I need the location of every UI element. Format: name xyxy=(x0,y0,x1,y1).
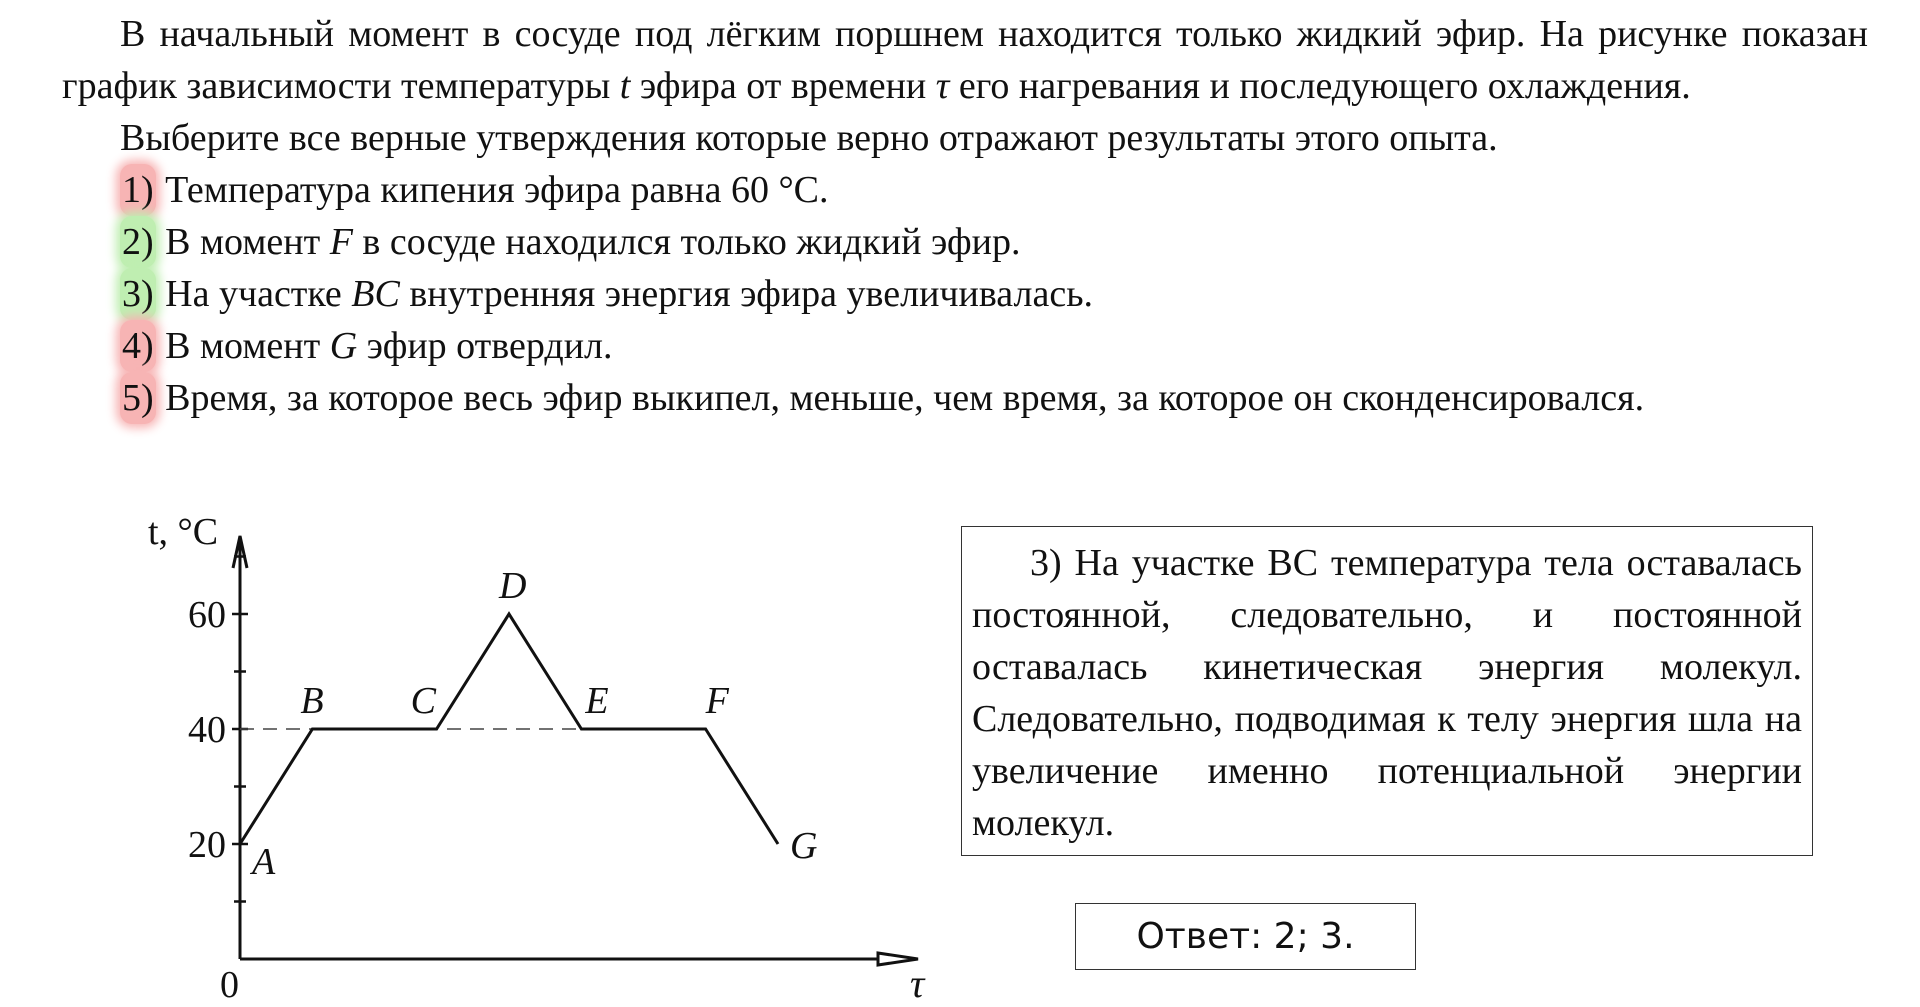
option-1: 1) Температура кипения эфира равна 60 °C. xyxy=(62,164,1868,216)
solution-box: 3) На участке BC температура тела оставалась постоянной, следовательно, и постоянной оставалась кинетическая энергия молекул. Следовательно, подводимая к телу энергия шла на увеличение именно потенциальной энергии молекул. xyxy=(961,526,1813,856)
option-number-wrong: 1) xyxy=(120,164,156,216)
point-label-f: F xyxy=(705,680,729,722)
temperature-time-graph xyxy=(120,500,940,1007)
option-3: 3) На участке BC внутренняя энергия эфира увеличивалась. xyxy=(62,268,1868,320)
answer-box: Ответ: 2; 3. xyxy=(1075,903,1416,970)
problem-text xyxy=(62,8,1868,424)
point-label-c: C xyxy=(410,680,436,722)
y-tick-label: 40 xyxy=(188,709,226,751)
problem-intro: В начальный момент в сосуде под лёгким поршнем находится только жидкий эфир. На рисунке показан график зависимости температуры t эфира от времени τ его нагревания и последующего охлаждения. xyxy=(62,13,1868,107)
point-label-a: A xyxy=(252,841,276,883)
option-4: 4) В момент G эфир отвердил. xyxy=(62,320,1868,372)
option-number-right: 3) xyxy=(120,268,156,320)
x-axis-label: τ xyxy=(910,961,925,1006)
y-tick-label: 60 xyxy=(188,594,226,636)
question: Выберите все верные утверждения которые верно отражают результаты этого опыта. xyxy=(120,117,1498,159)
option-5: 5) Время, за которое весь эфир выкипел, меньше, чем время, за которое он сконденсировался. xyxy=(62,372,1868,424)
option-number-right: 2) xyxy=(120,216,156,268)
var-tau: τ xyxy=(935,65,950,107)
origin-label: 0 xyxy=(220,964,239,1006)
option-number-wrong: 4) xyxy=(120,320,156,372)
y-axis-label: t, °C xyxy=(148,511,219,553)
temperature-curve xyxy=(240,614,778,844)
point-label-b: B xyxy=(300,680,324,722)
chart-svg xyxy=(120,500,940,1007)
option-2: 2) В момент F в сосуде находился только жидкий эфир. xyxy=(62,216,1868,268)
point-label-e: E xyxy=(585,680,609,722)
point-label-d: D xyxy=(499,565,527,607)
y-tick-label: 20 xyxy=(188,824,226,866)
var-t: t xyxy=(619,65,631,107)
point-label-g: G xyxy=(790,825,818,867)
option-number-wrong: 5) xyxy=(120,372,156,424)
